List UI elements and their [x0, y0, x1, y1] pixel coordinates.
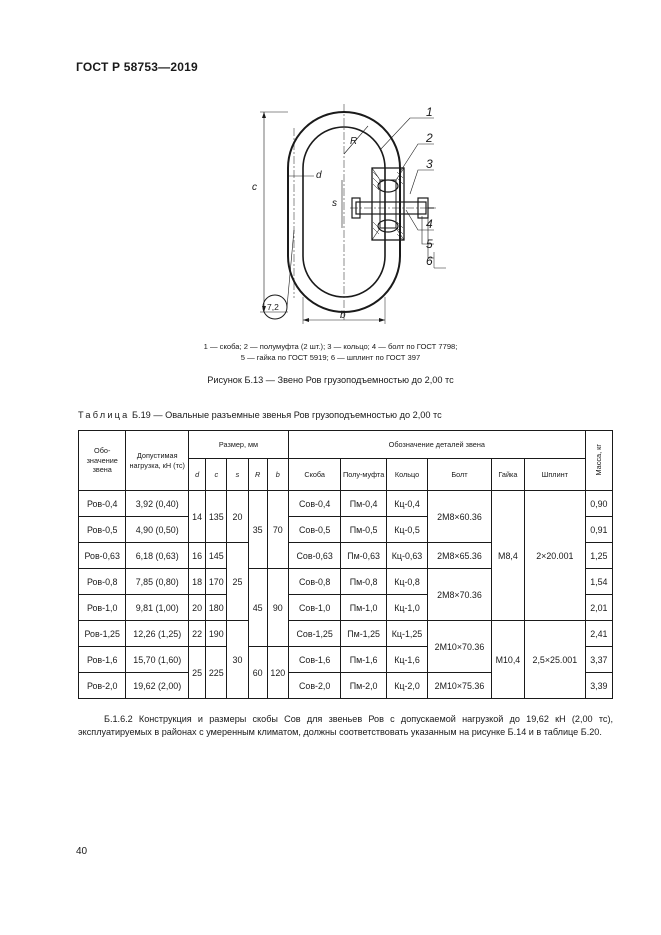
table-row	[79, 621, 613, 647]
cell-bracket: Сов-1,6	[288, 647, 340, 673]
dim-b-label: b	[340, 310, 346, 321]
cell-bracket: Сов-1,25	[288, 621, 340, 647]
col-bolt: Болт	[428, 459, 492, 491]
col-ring: Кольцо	[386, 459, 427, 491]
cell-load: 3,92 (0,40)	[126, 491, 189, 517]
cell-bolt: 2М10×70.36	[428, 621, 492, 673]
dim-c-label: c	[252, 182, 257, 193]
cell-coupling: Пм-1,6	[341, 647, 386, 673]
cell-ring: Кц-2,0	[386, 673, 427, 699]
cell-b: 70	[267, 491, 288, 569]
col-d: d	[189, 459, 206, 491]
cell-bolt: 2М8×70.36	[428, 569, 492, 621]
col-cotter: Шплинт	[525, 459, 586, 491]
callout-5: 5	[426, 237, 433, 251]
cell-d: 20	[189, 595, 206, 621]
cell-coupling: Пм-2,0	[341, 673, 386, 699]
cell-r: 35	[248, 491, 267, 569]
cell-load: 9,81 (1,00)	[126, 595, 189, 621]
figure-legend-line-2: 5 — гайка по ГОСТ 5919; 6 — шплинт по ГОСТ 397	[240, 353, 421, 362]
cell-b: 90	[267, 569, 288, 647]
cell-mass: 3,37	[585, 647, 612, 673]
cell-mass: 0,90	[585, 491, 612, 517]
cell-d: 14	[189, 491, 206, 543]
spec-table	[78, 430, 613, 699]
cell-load: 19,62 (2,00)	[126, 673, 189, 699]
table-row	[79, 491, 613, 517]
col-s: s	[227, 459, 248, 491]
table-title	[78, 410, 442, 420]
cell-cotter: 2×20.001	[525, 491, 586, 621]
cell-s: 30	[227, 621, 248, 699]
callout-4: 4	[426, 217, 433, 231]
cell-nut: М10,4	[491, 621, 524, 699]
cell-ring: Кц-0,63	[386, 543, 427, 569]
cell-ring: Кц-1,25	[386, 621, 427, 647]
col-load: Допустимая нагрузка, кН (тс)	[126, 431, 189, 491]
cell-cotter: 2,5×25.001	[525, 621, 586, 699]
cell-coupling: Пм-0,5	[341, 517, 386, 543]
cell-load: 15,70 (1,60)	[126, 647, 189, 673]
cell-load: 12,26 (1,25)	[126, 621, 189, 647]
col-designation: Обо-значение звена	[79, 431, 126, 491]
col-b: b	[267, 459, 288, 491]
cell-s: 25	[227, 543, 248, 621]
cell-c: 225	[206, 647, 227, 699]
cell-bracket: Сов-0,8	[288, 569, 340, 595]
cell-name: Ров-1,6	[79, 647, 126, 673]
roughness-label: 7,2	[267, 302, 279, 312]
cell-name: Ров-1,25	[79, 621, 126, 647]
col-mass	[585, 431, 612, 491]
table-title-prefix: Таблица	[78, 410, 130, 420]
table-title-rest: Б.19 — Овальные разъемные звенья Ров грузоподъемностью до 2,00 тс	[129, 410, 442, 420]
col-group-parts: Обозначение деталей звена	[288, 431, 585, 459]
cell-load: 4,90 (0,50)	[126, 517, 189, 543]
cell-name: Ров-2,0	[79, 673, 126, 699]
col-nut: Гайка	[491, 459, 524, 491]
cell-bolt: 2М10×75.36	[428, 673, 492, 699]
col-bracket: Скоба	[288, 459, 340, 491]
cell-mass: 0,91	[585, 517, 612, 543]
cell-c: 145	[206, 543, 227, 569]
cell-load: 6,18 (0,63)	[126, 543, 189, 569]
cell-d: 18	[189, 569, 206, 595]
cell-c: 180	[206, 595, 227, 621]
cell-mass: 2,01	[585, 595, 612, 621]
cell-name: Ров-0,5	[79, 517, 126, 543]
cell-mass: 3,39	[585, 673, 612, 699]
body-paragraph: Б.1.6.2 Конструкция и размеры скобы Сов для звеньев Ров с допускаемой нагрузкой до 19,62 кН (2,00 тс), эксплуатируемых в районах с умеренным климатом, должны соответствовать указанным на рисунке Б.14 и в таблице Б.20.	[78, 714, 613, 737]
cell-ring: Кц-1,6	[386, 647, 427, 673]
cell-coupling: Пм-1,0	[341, 595, 386, 621]
cell-coupling: Пм-0,63	[341, 543, 386, 569]
cell-b: 120	[267, 647, 288, 699]
dim-r-label: R	[350, 136, 358, 147]
cell-ring: Кц-1,0	[386, 595, 427, 621]
cell-mass: 1,25	[585, 543, 612, 569]
dim-s-label: s	[332, 198, 337, 209]
callout-3: 3	[426, 157, 433, 171]
cell-r: 60	[248, 647, 267, 699]
cell-bolt: 2М8×65.36	[428, 543, 492, 569]
col-c: c	[206, 459, 227, 491]
cell-mass: 2,41	[585, 621, 612, 647]
cell-c: 170	[206, 569, 227, 595]
cell-ring: Кц-0,5	[386, 517, 427, 543]
cell-bracket: Сов-0,5	[288, 517, 340, 543]
cell-name: Ров-1,0	[79, 595, 126, 621]
cell-d: 25	[189, 647, 206, 699]
page-number: 40	[76, 846, 88, 857]
cell-name: Ров-0,8	[79, 569, 126, 595]
figure-legend-line-1: 1 — скоба; 2 — полумуфта (2 шт.); 3 — кольцо; 4 — болт по ГОСТ 7798;	[203, 342, 458, 351]
callout-1: 1	[426, 105, 433, 119]
col-group-size: Размер, мм	[189, 431, 289, 459]
cell-s: 20	[227, 491, 248, 543]
cell-coupling: Пм-1,25	[341, 621, 386, 647]
cell-d: 16	[189, 543, 206, 569]
col-r: R	[248, 459, 267, 491]
cell-bracket: Сов-2,0	[288, 673, 340, 699]
dim-d-label: d	[316, 170, 322, 181]
callout-2: 2	[426, 131, 433, 145]
cell-mass: 1,54	[585, 569, 612, 595]
cell-d: 22	[189, 621, 206, 647]
callout-6: 6	[426, 254, 433, 268]
cell-ring: Кц-0,4	[386, 491, 427, 517]
cell-name: Ров-0,4	[79, 491, 126, 517]
link-drawing	[230, 98, 450, 330]
cell-nut: М8,4	[491, 491, 524, 621]
col-mass-label: Масса, кг	[594, 443, 604, 475]
cell-load: 7,85 (0,80)	[126, 569, 189, 595]
cell-ring: Кц-0,8	[386, 569, 427, 595]
document-header: ГОСТ Р 58753—2019	[76, 60, 198, 74]
cell-bracket: Сов-0,4	[288, 491, 340, 517]
cell-c: 135	[206, 491, 227, 543]
cell-coupling: Пм-0,4	[341, 491, 386, 517]
cell-bolt: 2М8×60.36	[428, 491, 492, 543]
cell-name: Ров-0,63	[79, 543, 126, 569]
cell-c: 190	[206, 621, 227, 647]
figure-title: Рисунок Б.13 — Звено Ров грузоподъемностью до 2,00 тс	[207, 375, 454, 385]
col-coupling: Полу-муфта	[341, 459, 386, 491]
cell-bracket: Сов-1,0	[288, 595, 340, 621]
cell-coupling: Пм-0,8	[341, 569, 386, 595]
cell-bracket: Сов-0,63	[288, 543, 340, 569]
cell-r: 45	[248, 569, 267, 647]
